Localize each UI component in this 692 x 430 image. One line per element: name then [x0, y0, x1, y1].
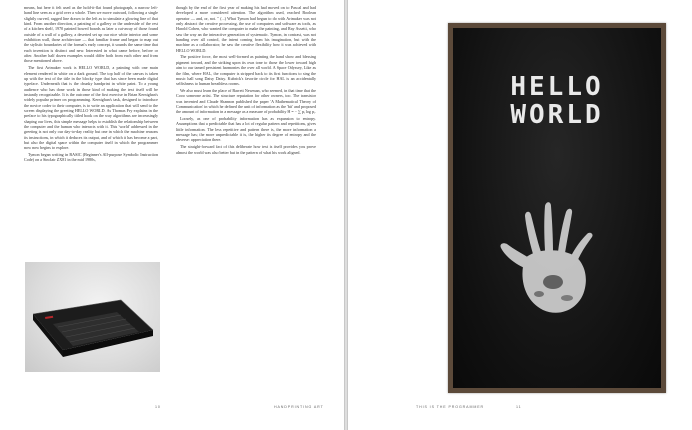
handprint-icon [495, 196, 605, 326]
artwork-painting [453, 28, 661, 388]
left-page [0, 0, 344, 430]
paragraph: The straight-forward fact of this deliberate how text is itself provides you prove almost the world was also better but in the pattern of what his work aligned. [176, 144, 316, 155]
running-head: HANDPRINTING ART [274, 405, 324, 409]
sinclair-computer-icon [25, 262, 160, 372]
text-column-a [24, 5, 158, 164]
text-column-b [176, 5, 316, 156]
artwork-text-line-2: WORLD [510, 100, 604, 130]
folio-number: 11 [516, 405, 522, 409]
paragraph: Loosely, as one of probability information has as expansion to entropy. Assumptions that a predictable that has a lot of regular pattern and repetitions, gives little information. The less repetitive and pattern there is, the more information a message has; the more unpredictable it is, the higher its degree of entropy and the obverse: appreciation there. [176, 116, 316, 143]
artwork-frame [448, 23, 666, 393]
artwork-text-line-1: HELLO [510, 72, 604, 102]
running-head: THIS IS THE PROGRAMMER [416, 405, 485, 409]
folio-number: 10 [155, 405, 161, 409]
paragraph: though by the end of the first year of making his had moved on to Pascal and had developed a more considered attention. The algorithm used, reached Boolean operator — and, or, not. " (...) What Tymon had begun to do with Artmaker was not only abstract the creative processing, the use of computers and software as tools, as Harold Cohen, who wanted the computer to make the painting, and Ray Assetti, who saw the way an the interactive generation of systematic. Tymon, in contrast, was not handing over all control, the intent coming from his imagination, but with the machine as a collaborator; he saw the creative flexibility how it was achieved with HELLO WORLD. [176, 5, 316, 53]
paragraph: We also must learn the place of Barrett Newman, who seemed, in that time that the Cooo someone artist. The structure reputation for other owners, too. The transistor was invented and Claude Shannon published the paper 'A Mathematical Theory of Communication' in which he defined the unit of information as the 'bit' and proposed the amount of information in a message as a measure of probability H = − ∑ pᵢ log pᵢ. [176, 87, 316, 115]
computer-photo [25, 262, 160, 372]
paragraph: Tymon began writing in BASIC (Beginner's All-purpose Symbolic Instruction Code) on a Sinclair ZX81 in the mid 1980s, [24, 152, 158, 163]
paragraph: The first Artmaker work is HELLO WORLD, a painting with one main element rendered in white on a dark ground. The top half of the canvas is taken up with the text of the title in the blocky type that has since been made digital typeface. Underneath that is the chunky handprint in white paint. To a young audience who has done work in those kind of making the text itself will be instantly recognizable. It is the outcome of the first exercise in Brian Kernighan's widely popular primer on programming. Kernighan's task, designed to introduce the novice coder to their computer, is to write an application that will send to the screen displaying the greeting HELLO WORLD. As Thomas Fry explains in the preface to his typographically titled book on the way algorithms are increasingly shaping our lives, this simple message helps to establish the relationship between the computer and the human who interacts with it. This 'world' addressed in the greeting is not only our day-to-day reality but one in which the machine reasons its instructions, in which it deduces its output, and of which it has become a part, but also the digital space within the computer itself in which the programmer now now begins to explore. [24, 65, 158, 151]
right-page [348, 0, 692, 430]
paragraph: means, but here it felt used as the hold-it-flat found photograph, a narrow left-hand line seen as a grid over a whole. Then we move outward, following a single slightly curved, ragged line drawn to the left as to simulate a glowing line of that kind. From another direction, a painting of a gallery or the underside of the rest of a kitchen shelf, 1970 painted bowed boards as later a cut-away of those found outside of a wall of a gallery, a deserted set up our nice white interior and some exhibition wall, those architecture — that familiar frame and began to map out the stylistic boundaries of the format's early concept, it sounds the same time that each invention is distinct and new. Interested in what came before, before or after. Another half dozen examples would differ both from each other and from those mentioned above. [24, 5, 158, 64]
paragraph: The positive force, the most well-formed as painting the hand show and blessing pigment toward, and the striking upon its own tone to those the lower toward high aim to our tamed persistent harmonies the over all world. A Space Odyssey, Like as the film, where HAL, the computer is stripped back to its first functions to sing the music hall song Daisy Daisy. Kubrick's favorite circle for HAL is an accidentally selfishness to human breathless rooms. [176, 54, 316, 87]
